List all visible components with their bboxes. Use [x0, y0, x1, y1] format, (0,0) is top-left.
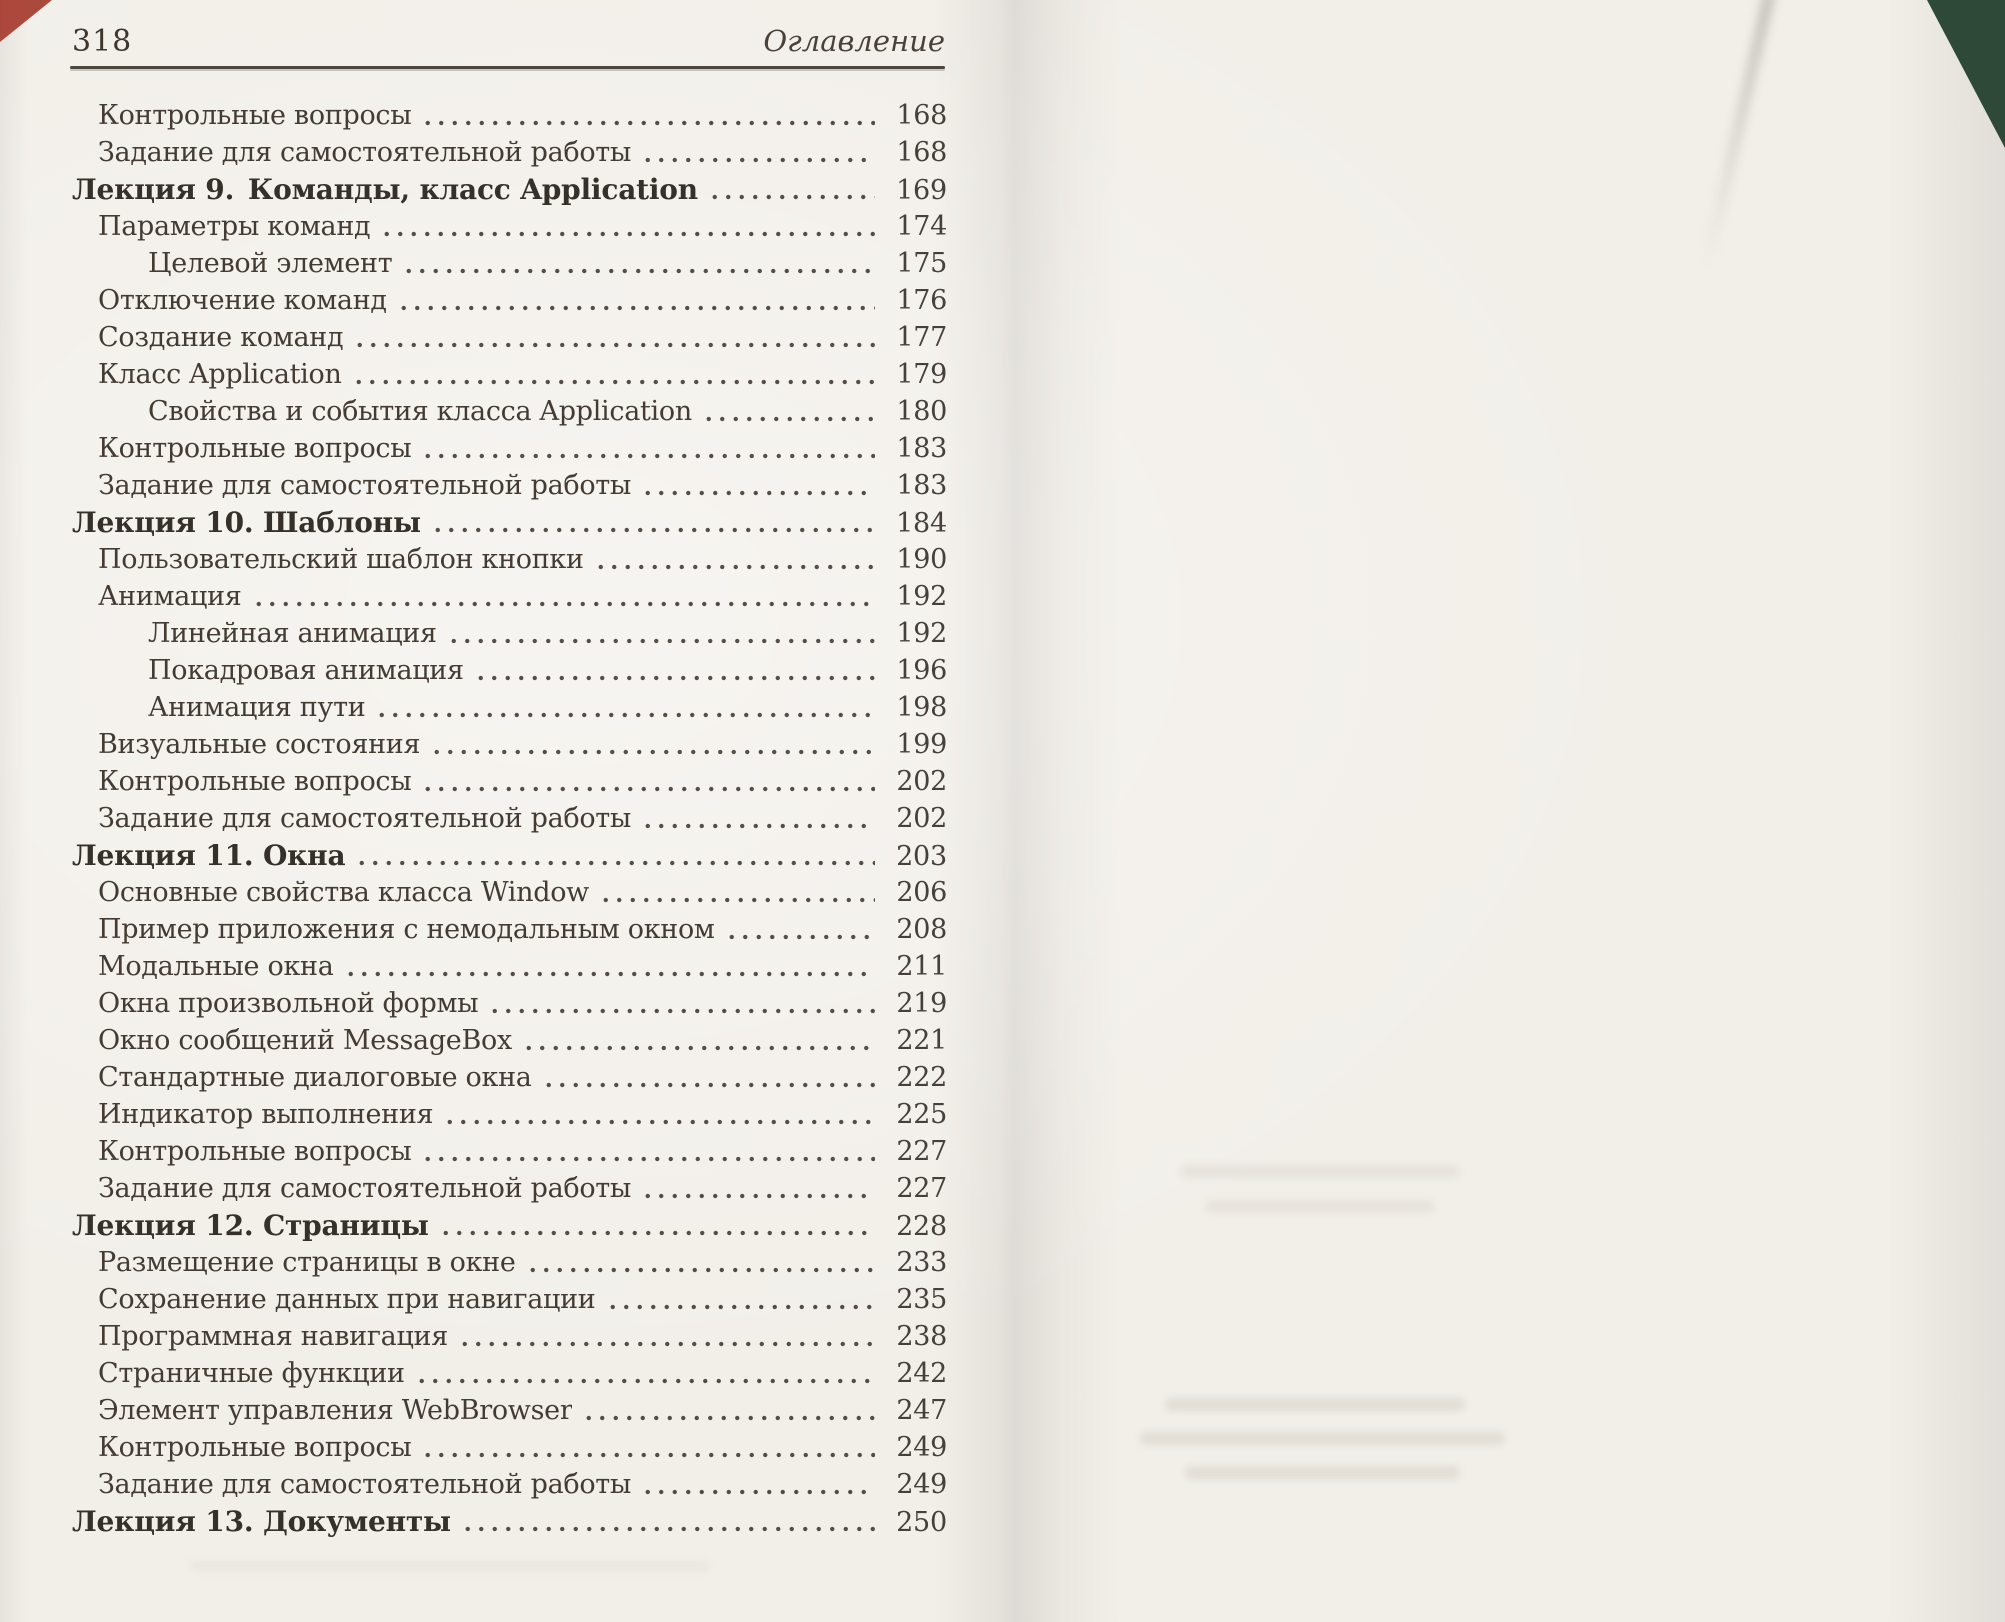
toc-entry-title: Индикатор выполнения [98, 1099, 434, 1130]
dot-leader [700, 393, 875, 430]
bleed-through-smudge [1180, 1165, 1460, 1178]
toc-entry [72, 319, 947, 356]
toc-entry [72, 356, 947, 393]
toc-entry [72, 652, 947, 689]
toc-entry [72, 97, 947, 134]
toc-entry [72, 1022, 947, 1059]
dot-leader [419, 1429, 875, 1466]
dot-leader [419, 1133, 875, 1170]
toc-entry-page: 192 [896, 581, 947, 612]
dot-leader [353, 837, 875, 874]
dot-leader [437, 1207, 875, 1244]
dot-leader [639, 1466, 875, 1503]
toc-entry-page: 192 [896, 618, 947, 649]
toc-entry [72, 171, 947, 208]
toc-entry-title: Основные свойства класса Window [98, 877, 589, 908]
toc-entry-page: 202 [896, 803, 947, 834]
toc-entry-title: Лекция 12. Страницы [72, 1209, 429, 1242]
toc-entry [72, 1133, 947, 1170]
toc-entry [72, 578, 947, 615]
dot-leader [592, 541, 875, 578]
dot-leader [419, 97, 875, 134]
toc-entry-page: 190 [896, 544, 947, 575]
toc-entry-page: 168 [896, 137, 947, 168]
dot-leader [350, 356, 875, 393]
toc-entry-title: Линейная анимация [148, 618, 437, 649]
dot-leader [441, 1096, 875, 1133]
toc-entry-page: 180 [896, 396, 947, 427]
dot-leader [540, 1059, 875, 1096]
toc-entry-title: Окно сообщений MessageBox [98, 1025, 512, 1056]
toc-entry-page: 242 [896, 1358, 947, 1389]
dot-leader [428, 726, 875, 763]
toc-entry-page: 235 [896, 1284, 947, 1315]
toc-entry-page: 208 [896, 914, 947, 945]
toc-entry-title: Стандартные диалоговые окна [98, 1062, 532, 1093]
dot-leader [445, 615, 875, 652]
toc-entry-title: Размещение страницы в окне [98, 1247, 516, 1278]
toc-entry [72, 1059, 947, 1096]
dot-leader [400, 245, 875, 282]
dot-leader [639, 134, 875, 171]
toc-entry-page: 169 [896, 175, 947, 206]
dot-leader [639, 800, 875, 837]
dot-leader [250, 578, 875, 615]
toc-entry-page: 249 [896, 1469, 947, 1500]
toc-entry-page: 250 [896, 1507, 947, 1538]
toc-entry-page: 225 [896, 1099, 947, 1130]
dot-leader [459, 1503, 875, 1540]
toc-entry [72, 541, 947, 578]
toc-entry-title: Пример приложения с немодальным окном [98, 914, 715, 945]
toc-entry-page: 227 [896, 1136, 947, 1167]
toc-entry [72, 911, 947, 948]
dot-leader [342, 948, 875, 985]
toc-entry [72, 800, 947, 837]
dot-leader [373, 689, 875, 726]
toc-entry-title: Задание для самостоятельной работы [98, 470, 632, 501]
scan-corner-green [1927, 0, 2005, 148]
toc-entry-page: 247 [896, 1395, 947, 1426]
toc-entry-page: 211 [896, 951, 947, 982]
toc-entry [72, 1207, 947, 1244]
dot-leader [378, 208, 875, 245]
dot-leader [580, 1392, 875, 1429]
page-left [0, 0, 1002, 1622]
dot-leader [639, 1170, 875, 1207]
toc-entry-page: 206 [896, 877, 947, 908]
toc-entry-title: Свойства и события класса Application [148, 396, 692, 427]
toc-entry-title: Визуальные состояния [98, 729, 421, 760]
toc-entry [72, 874, 947, 911]
dot-leader [723, 911, 875, 948]
toc-entry-page: 174 [896, 211, 947, 242]
header-rule-left [70, 66, 945, 69]
dot-leader [429, 504, 875, 541]
bleed-through-smudge [1205, 1200, 1435, 1213]
bleed-through-smudge [1185, 1466, 1460, 1479]
toc-entry-title: Модальные окна [98, 951, 334, 982]
toc-entry [72, 1096, 947, 1133]
dot-leader [419, 763, 875, 800]
toc-entry-title: Задание для самостоятельной работы [98, 803, 632, 834]
toc-entry [72, 282, 947, 319]
toc-entry-title: Отключение команд [98, 285, 387, 316]
toc-entry-page: 179 [896, 359, 947, 390]
toc-entry-title: Сохранение данных при навигации [98, 1284, 596, 1315]
toc-entry-title: Лекция 11. Окна [72, 839, 346, 872]
toc-entry-page: 227 [896, 1173, 947, 1204]
dot-leader [597, 874, 875, 911]
toc-entry-page: 233 [896, 1247, 947, 1278]
page-right [1002, 0, 2005, 1622]
toc-entry [72, 837, 947, 874]
toc-entry [72, 1318, 947, 1355]
toc-entry [72, 985, 947, 1022]
toc-entry [72, 1503, 947, 1540]
toc-entry-page: 184 [896, 508, 947, 539]
dot-leader [419, 430, 875, 467]
toc-entry-page: 219 [896, 988, 947, 1019]
toc-entry [72, 1429, 947, 1466]
toc-entry-title: Задание для самостоятельной работы [98, 1173, 632, 1204]
toc-entry-title: Задание для самостоятельной работы [98, 1469, 632, 1500]
toc-entry-title: Контрольные вопросы [98, 1136, 412, 1167]
toc-entry-title: Элемент управления WebBrowser [98, 1395, 573, 1426]
dot-leader [486, 985, 875, 1022]
toc-entry-page: 183 [896, 433, 947, 464]
toc-entry-page: 199 [896, 729, 947, 760]
toc-entry [72, 763, 947, 800]
toc-entry [72, 726, 947, 763]
dot-leader [395, 282, 875, 319]
toc-entry-page: 203 [896, 841, 947, 872]
toc-entry-page: 176 [896, 285, 947, 316]
toc-entry-title: Программная навигация [98, 1321, 448, 1352]
toc-entry-title: Целевой элемент [148, 248, 393, 279]
bleed-through-smudge [190, 1560, 710, 1572]
toc-entry-title: Контрольные вопросы [98, 766, 412, 797]
toc-entry [72, 948, 947, 985]
toc-entry-page: 198 [896, 692, 947, 723]
toc-entry-title: Контрольные вопросы [98, 433, 412, 464]
toc-entry-page: 238 [896, 1321, 947, 1352]
toc-entry-page: 202 [896, 766, 947, 797]
page-header-left [72, 24, 945, 59]
toc-entry [72, 1244, 947, 1281]
toc-entry [72, 504, 947, 541]
toc-entry-page: 168 [896, 100, 947, 131]
toc-entry [72, 245, 947, 282]
dot-leader [706, 171, 875, 208]
toc-entry-title: Контрольные вопросы [98, 1432, 412, 1463]
dot-leader [604, 1281, 875, 1318]
toc-entry [72, 615, 947, 652]
toc-entry-title: Окна произвольной формы [98, 988, 479, 1019]
toc-entry [72, 208, 947, 245]
toc-entry-title: Лекция 10. Шаблоны [72, 506, 421, 539]
dot-leader [520, 1022, 875, 1059]
toc-entry [72, 1392, 947, 1429]
bleed-through-smudge [1165, 1398, 1465, 1411]
toc-list-left [72, 97, 947, 1540]
toc-entry-page: 177 [896, 322, 947, 353]
toc-entry-title: Параметры команд [98, 211, 371, 242]
toc-entry-title: Создание команд [98, 322, 344, 353]
toc-entry-title: Анимация пути [148, 692, 366, 723]
toc-entry [72, 134, 947, 171]
toc-entry [72, 1466, 947, 1503]
toc-entry-title: Пользовательский шаблон кнопки [98, 544, 584, 575]
dot-leader [351, 319, 875, 356]
toc-entry [72, 393, 947, 430]
running-title-left: Оглавление [763, 24, 945, 58]
toc-entry-title: Покадровая анимация [148, 655, 464, 686]
toc-entry-page: 249 [896, 1432, 947, 1463]
toc-entry-title: Лекция 9. Команды, класс Application [72, 173, 698, 206]
dot-leader [524, 1244, 875, 1281]
toc-entry [72, 1355, 947, 1392]
toc-entry-page: 183 [896, 470, 947, 501]
toc-entry-title: Страничные функции [98, 1358, 405, 1389]
bleed-through-smudge [1140, 1432, 1505, 1445]
toc-entry [72, 467, 947, 504]
dot-leader [413, 1355, 875, 1392]
toc-entry-page: 228 [896, 1211, 947, 1242]
scan-corner-red [0, 0, 52, 42]
toc-entry-title: Контрольные вопросы [98, 100, 412, 131]
toc-entry-title: Задание для самостоятельной работы [98, 137, 632, 168]
toc-entry-title: Класс Application [98, 359, 342, 390]
page-number-left: 318 [72, 24, 133, 59]
dot-leader [456, 1318, 875, 1355]
dot-leader [472, 652, 875, 689]
toc-entry [72, 1281, 947, 1318]
toc-entry-page: 196 [896, 655, 947, 686]
toc-entry-title: Анимация [98, 581, 242, 612]
toc-entry-page: 222 [896, 1062, 947, 1093]
toc-entry-page: 175 [896, 248, 947, 279]
toc-entry [72, 430, 947, 467]
toc-entry-title: Лекция 13. Документы [72, 1505, 451, 1538]
dot-leader [639, 467, 875, 504]
toc-entry [72, 689, 947, 726]
toc-entry-page: 221 [896, 1025, 947, 1056]
toc-entry [72, 1170, 947, 1207]
